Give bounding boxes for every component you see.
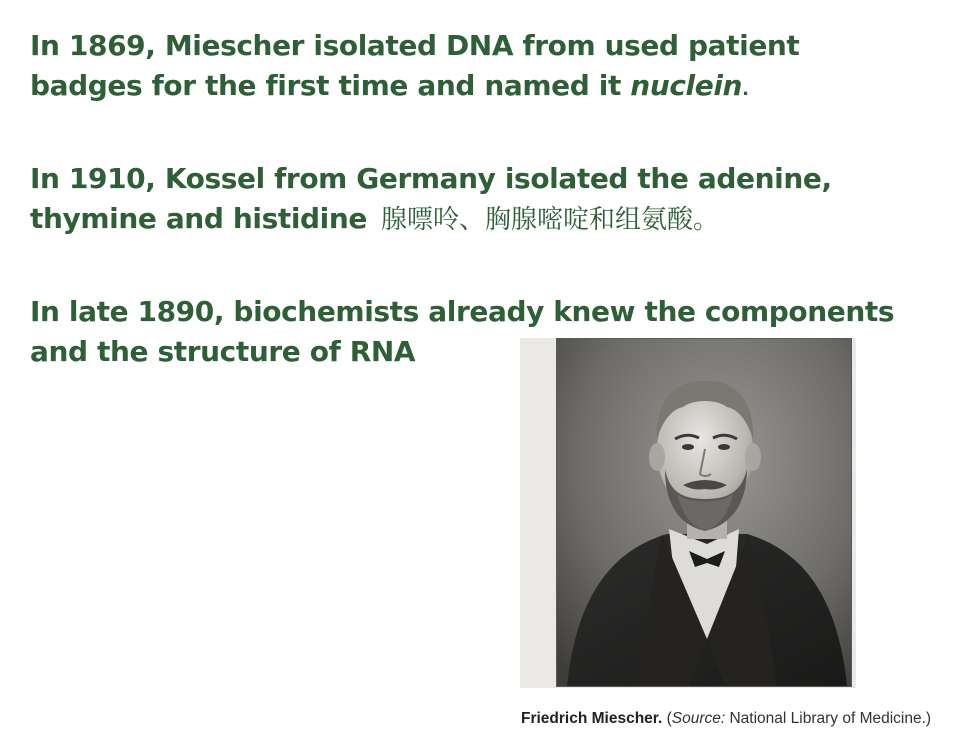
paragraph-line: In 1869, Miescher isolated DNA from used patient [30,29,800,62]
chinese-translation: 腺嘌呤、胸腺嘧啶和组氨酸。 [380,205,719,235]
paragraph-text: badges for the first time and named it [30,69,631,102]
portrait-illustration [557,339,851,686]
paragraph-line [30,199,832,240]
caption-source-open: ( [662,710,672,727]
paragraph-line: In 1910, Kossel from Germany isolated the adenine, [30,162,832,195]
period: . [742,79,749,100]
miescher-portrait-photo [556,338,852,687]
photo-caption [521,710,931,728]
caption-name: Friedrich Miescher. [521,710,663,727]
caption-source-label: Source: [671,710,726,727]
paragraph-line [30,66,799,110]
paragraph-miescher-1869 [30,26,799,110]
caption-source-text: National Library of Medicine.) [725,710,932,727]
paragraph-text: thymine and histidine [30,202,367,235]
term-nuclein: nuclein [630,69,743,102]
paragraph-line: and the structure of RNA [30,335,416,368]
paragraph-kossel-1910 [30,159,832,240]
caption-source [662,710,931,727]
paragraph-line: In late 1890, biochemists already knew the components [30,295,895,328]
